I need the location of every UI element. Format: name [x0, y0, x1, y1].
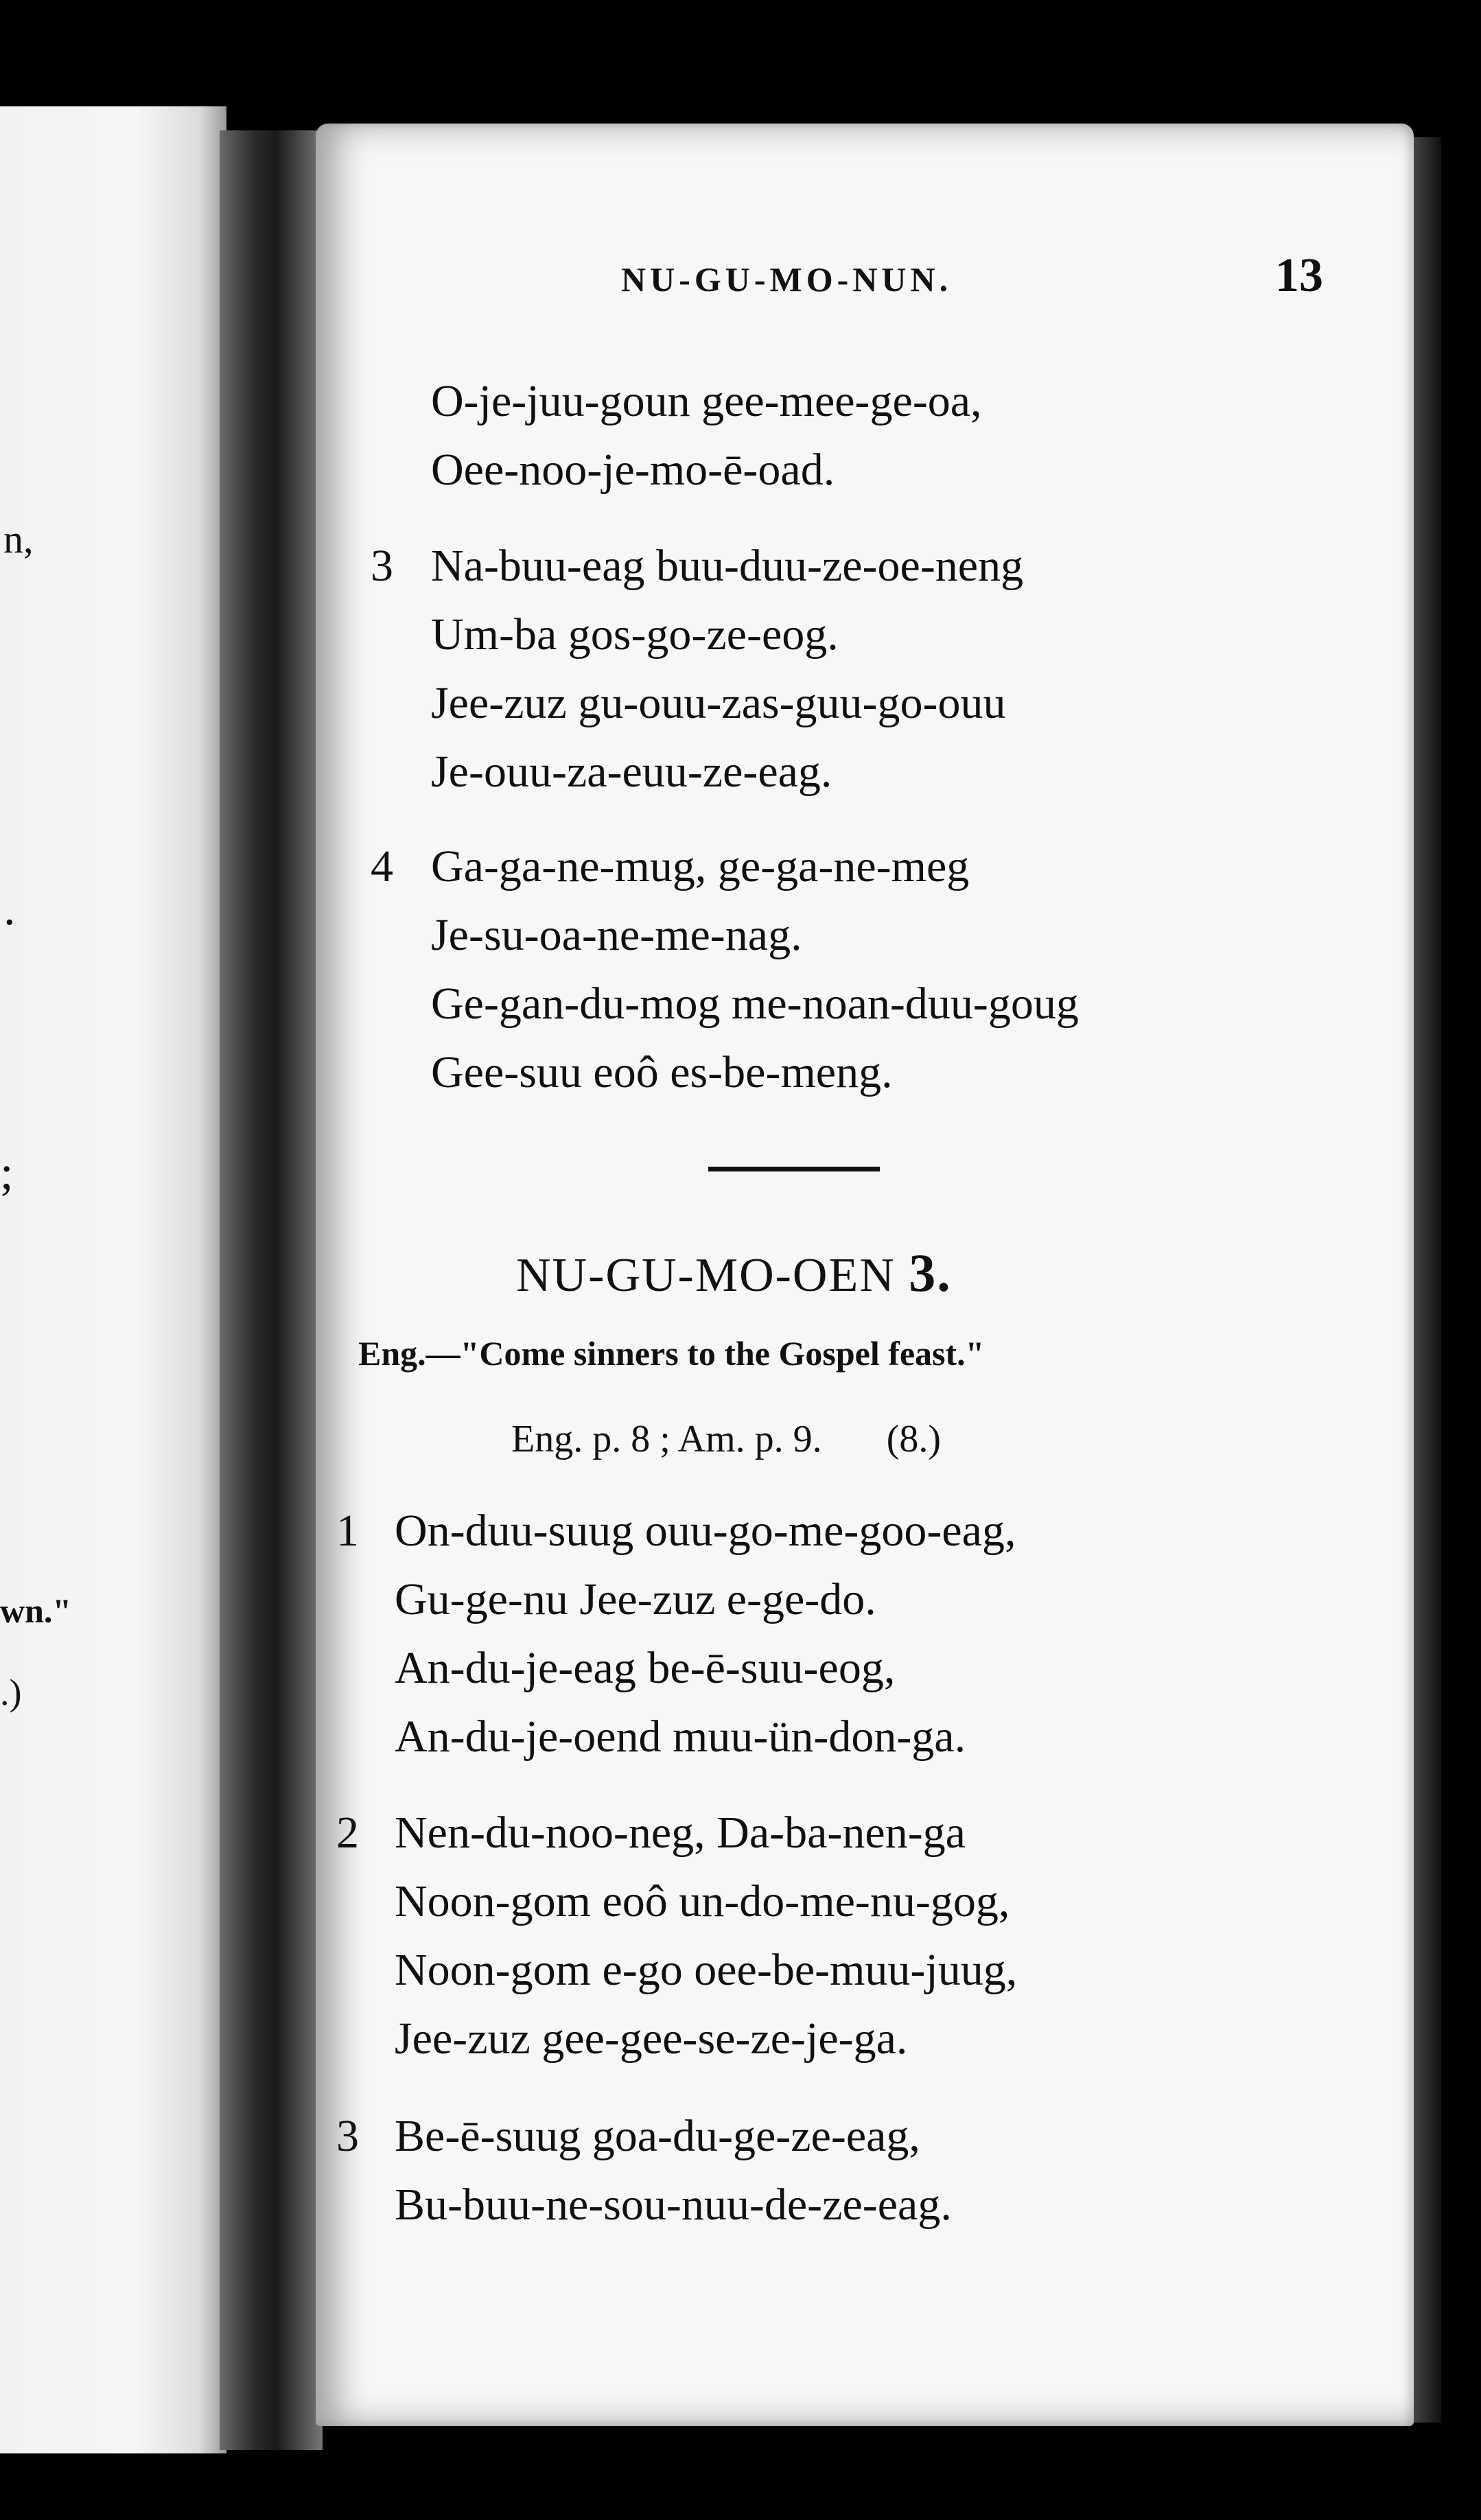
- page-number: 13: [1275, 249, 1323, 302]
- left-edge-fragment: .: [3, 883, 16, 935]
- hymn-number: 3.: [909, 1243, 952, 1303]
- left-edge-fragment: .): [0, 1672, 22, 1713]
- verse-line: Ge-gan-du-mog me-noan-duu-goug: [431, 979, 1079, 1029]
- verse-line: Na-buu-eag buu-duu-ze-oe-neng: [431, 541, 1024, 591]
- page-right-edge: [1414, 137, 1441, 2423]
- verse-number: 3: [336, 2111, 359, 2161]
- book-gutter: [220, 130, 323, 2450]
- verse-line: Nen-du-noo-neg, Da-ba-nen-ga: [395, 1808, 966, 1858]
- hymn-reference-line: [511, 1417, 941, 1461]
- running-head: NU-GU-MO-NUN.: [621, 260, 953, 299]
- verse-line: On-duu-suug ouu-go-me-goo-eag,: [395, 1506, 1016, 1556]
- left-edge-fragment: n,: [3, 517, 34, 561]
- section-rule: [708, 1167, 880, 1171]
- verse-line: Noon-gom eoô un-do-me-nu-gog,: [395, 1876, 1010, 1926]
- verse-line: Bu-buu-ne-sou-nuu-de-ze-eag.: [395, 2180, 952, 2230]
- left-page-edge: [0, 106, 226, 2453]
- verse-line: Jee-zuz gu-ouu-zas-guu-go-ouu: [431, 678, 1006, 728]
- verse-line: Je-su-oa-ne-me-nag.: [431, 910, 802, 960]
- verse-number: 4: [371, 841, 393, 891]
- verse-line: Oee-noo-je-mo-ē-oad.: [431, 445, 835, 495]
- hymn-tune: Eng.—"Come sinners to the Gospel feast.": [358, 1334, 985, 1373]
- verse-line: Um-ba gos-go-ze-eog.: [431, 609, 839, 660]
- hymn-title: [516, 1242, 952, 1304]
- verse-line: An-du-je-eag be-ē-suu-eog,: [395, 1643, 896, 1693]
- hymn-title-text: NU-GU-MO-OEN: [516, 1249, 896, 1302]
- verse-number: 3: [371, 541, 393, 591]
- verse-line: Ga-ga-ne-mug, ge-ga-ne-meg: [431, 841, 970, 891]
- verse-line: Gee-suu eoô es-be-meng.: [431, 1047, 893, 1097]
- verse-line: Gu-ge-nu Jee-zuz e-ge-do.: [395, 1574, 876, 1624]
- verse-number: 1: [336, 1506, 359, 1556]
- hymn-meter: (8.): [886, 1418, 941, 1460]
- left-edge-fragment: wn.": [0, 1591, 72, 1630]
- left-edge-fragment: ;: [0, 1147, 14, 1200]
- verse-number: 2: [336, 1808, 359, 1858]
- verse-line: Be-ē-suug goa-du-ge-ze-eag,: [395, 2111, 920, 2161]
- hymn-reference: Eng. p. 8 ; Am. p. 9.: [511, 1418, 822, 1460]
- verse-line: An-du-je-oend muu-ün-don-ga.: [395, 1712, 966, 1762]
- verse-line: O-je-juu-goun gee-mee-ge-oa,: [431, 376, 982, 426]
- verse-line: Je-ouu-za-euu-ze-eag.: [431, 747, 832, 797]
- verse-line: Jee-zuz gee-gee-se-ze-je-ga.: [395, 2014, 908, 2064]
- verse-line: Noon-gom e-go oee-be-muu-juug,: [395, 1945, 1018, 1995]
